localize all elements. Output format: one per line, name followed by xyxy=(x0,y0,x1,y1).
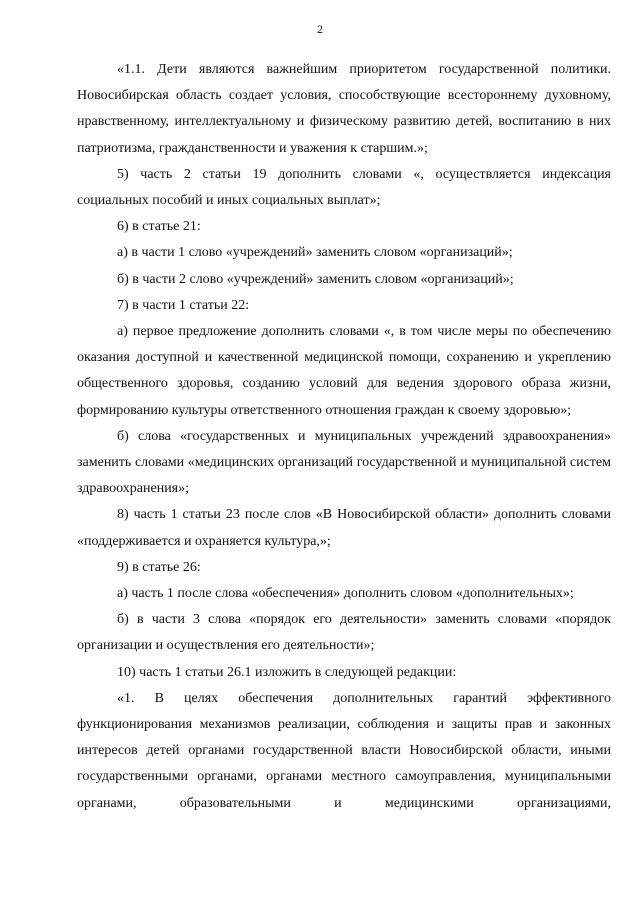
page-number: 2 xyxy=(317,22,323,36)
paragraph-item-7b: б) слова «государственных и муниципальных учреждений здравоохранения» заменить словами «медицинских организаций государственной и муниципальной систем здравоохранения»; xyxy=(77,428,611,497)
paragraph-item-5: 5) часть 2 статьи 19 дополнить словами «, осуществляется индексация социальных пособий и иных социальных выплат»; xyxy=(77,166,611,209)
paragraph-item-6b: б) в части 2 слово «учреждений» заменить словом «организаций»; xyxy=(117,271,514,287)
paragraph-article-26-1-part-1: «1. В целях обеспечения дополнительных гарантий эффективного функционирования механизмов реализации, соблюдения и защиты прав и законных интересов детей органами государственной власти Новосибирской области, иными государственными органами, органами местного самоуправления, муниципальными органами, образовательными и медицинскими организациями, xyxy=(77,690,611,811)
paragraph-item-9: 9) в статье 26: xyxy=(117,559,201,575)
paragraph-item-8: 8) часть 1 статьи 23 после слов «В Новосибирской области» дополнить словами «поддерживается и охраняется культура,»; xyxy=(77,507,611,549)
paragraph-item-6a: а) в части 1 слово «учреждений» заменить словом «организаций»; xyxy=(117,245,513,261)
paragraph-item-7a: а) первое предложение дополнить словами «, в том числе меры по обеспечению оказания доступной и качественной медицинской помощи, сохранению и укреплению общественного здоровья, созданию условий для ведения здорового образа жизни, формированию культуры ответственного отношения граждан к своему здоровью»; xyxy=(77,324,611,418)
paragraph-item-10: 10) часть 1 статьи 26.1 изложить в следующей редакции: xyxy=(117,664,457,680)
paragraph-item-9a: а) часть 1 после слова «обеспечения» дополнить словом «дополнительных»; xyxy=(117,586,574,602)
paragraph-item-7: 7) в части 1 статьи 22: xyxy=(117,297,250,313)
paragraph-1-1-children-priority: «1.1. Дети являются важнейшим приоритетом государственной политики. Новосибирская область создает условия, способствующие всестороннему духовному, нравственному, интеллектуальному и физическому развитию детей, воспитанию в них патриотизма, гражданственности и уважения к старшим.»; xyxy=(77,62,611,156)
paragraph-item-6: 6) в статье 21: xyxy=(117,219,201,235)
document-body xyxy=(77,57,611,817)
paragraph-item-9b: б) в части 3 слова «порядок его деятельности» заменить словами «порядок организации и осуществления его деятельности»; xyxy=(77,612,611,654)
